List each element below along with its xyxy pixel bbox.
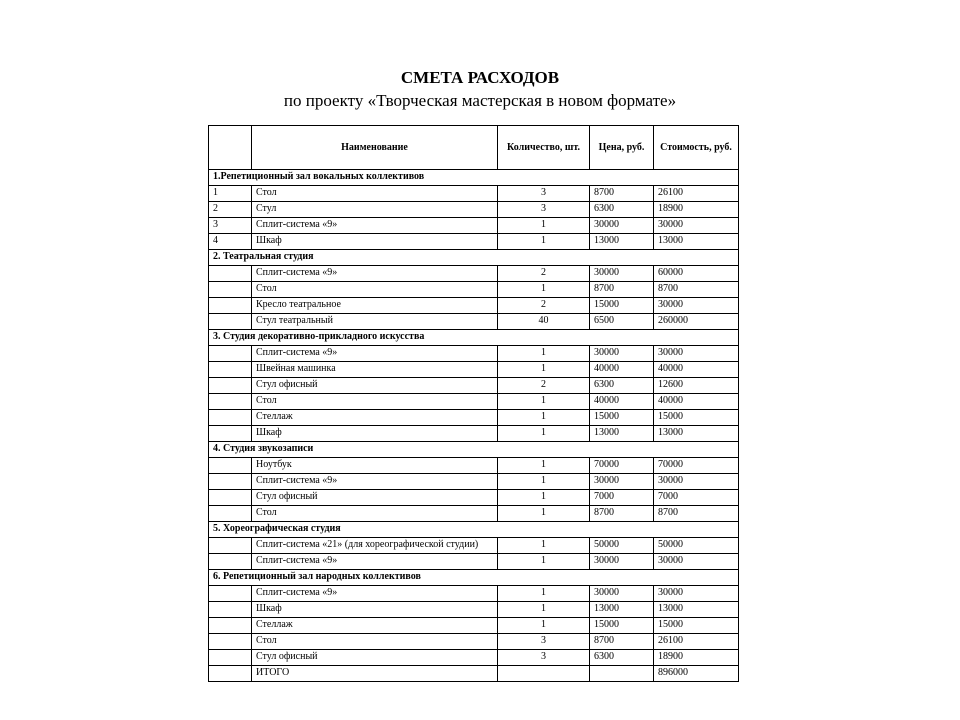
cell-price: 6300 [590,650,654,666]
table-row [209,218,739,234]
cell-cost: 13000 [654,426,739,442]
cell-cost: 18900 [654,202,739,218]
cell-qty: 1 [498,586,590,602]
section-title: 2. Театральная студия [209,250,739,266]
cell-num [209,538,252,554]
cell-qty: 1 [498,554,590,570]
cell-price [590,666,654,682]
table-row [209,458,739,474]
section-row [209,570,739,586]
cell-name: Шкаф [252,234,498,250]
cell-cost: 30000 [654,554,739,570]
cell-qty: 1 [498,218,590,234]
document-subtitle: по проекту «Творческая мастерская в новом формате» [283,91,677,110]
cell-cost: 60000 [654,266,739,282]
cell-num [209,362,252,378]
table-row [209,234,739,250]
cell-name: Сплит-система «9» [252,554,498,570]
cell-price: 8700 [590,634,654,650]
cell-price: 8700 [590,506,654,522]
cell-qty: 1 [498,362,590,378]
cell-cost: 70000 [654,458,739,474]
cell-qty: 3 [498,186,590,202]
cell-qty: 1 [498,474,590,490]
cell-name: Стол [252,282,498,298]
document-title: СМЕТА РАСХОДОВ [400,68,560,87]
cell-qty: 1 [498,410,590,426]
cell-num: 3 [209,218,252,234]
cell-cost: 30000 [654,586,739,602]
cell-price: 30000 [590,586,654,602]
header-cost: Стоимость, руб. [654,126,739,170]
table-row [209,346,739,362]
cell-qty: 3 [498,650,590,666]
cell-price: 6300 [590,378,654,394]
cell-cost: 30000 [654,218,739,234]
cell-num [209,490,252,506]
table-row [209,650,739,666]
table-row [209,474,739,490]
cell-num [209,378,252,394]
section-row [209,442,739,458]
cell-name: Стол [252,634,498,650]
cell-num [209,458,252,474]
table-row [209,490,739,506]
header-price: Цена, руб. [590,126,654,170]
table-row [209,506,739,522]
cell-cost: 15000 [654,618,739,634]
cell-price: 40000 [590,394,654,410]
cell-name: Стул театральный [252,314,498,330]
cell-name: Сплит-система «9» [252,218,498,234]
cell-cost: 15000 [654,410,739,426]
cell-name: Стол [252,506,498,522]
cell-price: 30000 [590,474,654,490]
cell-num [209,618,252,634]
cell-cost: 30000 [654,346,739,362]
cell-cost: 7000 [654,490,739,506]
cell-cost: 30000 [654,298,739,314]
cell-price: 8700 [590,282,654,298]
header-num [209,126,252,170]
cell-qty: 1 [498,618,590,634]
cell-cost: 30000 [654,474,739,490]
cell-qty: 1 [498,602,590,618]
section-title: 4. Студия звукозаписи [209,442,739,458]
section-title: 6. Репетиционный зал народных коллективов [209,570,739,586]
cell-cost: 260000 [654,314,739,330]
cell-num [209,298,252,314]
cell-qty: 1 [498,426,590,442]
cell-cost: 18900 [654,650,739,666]
cell-qty [498,666,590,682]
cell-num: 2 [209,202,252,218]
cell-name: Сплит-система «9» [252,346,498,362]
cell-qty: 1 [498,234,590,250]
cell-price: 30000 [590,218,654,234]
cell-name: Стол [252,186,498,202]
cell-cost: 40000 [654,362,739,378]
cell-price: 50000 [590,538,654,554]
cell-cost: 8700 [654,506,739,522]
section-title: 1.Репетиционный зал вокальных коллективов [209,170,739,186]
cell-num [209,426,252,442]
cell-num: 4 [209,234,252,250]
section-row [209,170,739,186]
cell-qty: 2 [498,266,590,282]
cell-name: Стул офисный [252,378,498,394]
cell-name: Сплит-система «21» (для хореографической студии) [252,538,498,554]
section-row [209,250,739,266]
cell-num [209,650,252,666]
cell-name: Стеллаж [252,618,498,634]
cell-num [209,314,252,330]
cell-cost: 13000 [654,602,739,618]
cell-name: Шкаф [252,602,498,618]
cell-price: 8700 [590,186,654,202]
cell-qty: 2 [498,378,590,394]
section-row [209,522,739,538]
cell-price: 6500 [590,314,654,330]
cell-qty: 1 [498,346,590,362]
cell-name: Стул офисный [252,490,498,506]
cell-num [209,266,252,282]
table-row [209,186,739,202]
cell-qty: 3 [498,634,590,650]
table-row [209,378,739,394]
cell-cost: 12600 [654,378,739,394]
cell-qty: 2 [498,298,590,314]
cell-num [209,666,252,682]
cell-num [209,506,252,522]
cell-price: 30000 [590,346,654,362]
table-row [209,426,739,442]
total-row [209,666,739,682]
cell-num [209,346,252,362]
table-row [209,394,739,410]
cell-num [209,602,252,618]
table-row [209,602,739,618]
cell-qty: 1 [498,538,590,554]
cell-name: Сплит-система «9» [252,474,498,490]
cell-num [209,410,252,426]
header-qty: Количество, шт. [498,126,590,170]
estimate-table [208,125,739,682]
cell-name: Сплит-система «9» [252,586,498,602]
table-row [209,410,739,426]
cell-name: Сплит-система «9» [252,266,498,282]
cell-price: 13000 [590,426,654,442]
cell-price: 30000 [590,554,654,570]
cell-qty: 1 [498,282,590,298]
cell-price: 13000 [590,234,654,250]
table-header-row [209,126,739,170]
cell-name: Кресло театральное [252,298,498,314]
cell-qty: 1 [498,506,590,522]
cell-price: 7000 [590,490,654,506]
cell-num: 1 [209,186,252,202]
section-title: 5. Хореографическая студия [209,522,739,538]
cell-num [209,282,252,298]
table-row [209,554,739,570]
cell-price: 30000 [590,266,654,282]
cell-name: Ноутбук [252,458,498,474]
cell-qty: 40 [498,314,590,330]
cell-price: 13000 [590,602,654,618]
cell-price: 15000 [590,618,654,634]
cell-cost: 13000 [654,234,739,250]
cell-cost: 40000 [654,394,739,410]
table-row [209,618,739,634]
cell-name: Стеллаж [252,410,498,426]
cell-name: ИТОГО [252,666,498,682]
cell-name: Швейная машинка [252,362,498,378]
table-row [209,314,739,330]
section-title: 3. Студия декоративно-прикладного искусства [209,330,739,346]
table-row [209,266,739,282]
table-row [209,362,739,378]
cell-num [209,634,252,650]
cell-qty: 1 [498,490,590,506]
table-row [209,586,739,602]
cell-cost: 8700 [654,282,739,298]
table-row [209,282,739,298]
cell-name: Стул офисный [252,650,498,666]
cell-price: 70000 [590,458,654,474]
cell-price: 6300 [590,202,654,218]
table-body [209,170,739,682]
cell-price: 15000 [590,410,654,426]
cell-cost: 50000 [654,538,739,554]
cell-num [209,474,252,490]
table-row [209,538,739,554]
cell-num [209,554,252,570]
cell-name: Стул [252,202,498,218]
cell-name: Стол [252,394,498,410]
cell-cost: 26100 [654,634,739,650]
table-row [209,298,739,314]
cell-cost: 896000 [654,666,739,682]
cell-num [209,586,252,602]
cell-qty: 1 [498,458,590,474]
cell-price: 40000 [590,362,654,378]
cell-price: 15000 [590,298,654,314]
header-name: Наименование [252,126,498,170]
cell-qty: 1 [498,394,590,410]
section-row [209,330,739,346]
table-row [209,634,739,650]
cell-num [209,394,252,410]
table-row [209,202,739,218]
cell-cost: 26100 [654,186,739,202]
cell-name: Шкаф [252,426,498,442]
cell-qty: 3 [498,202,590,218]
